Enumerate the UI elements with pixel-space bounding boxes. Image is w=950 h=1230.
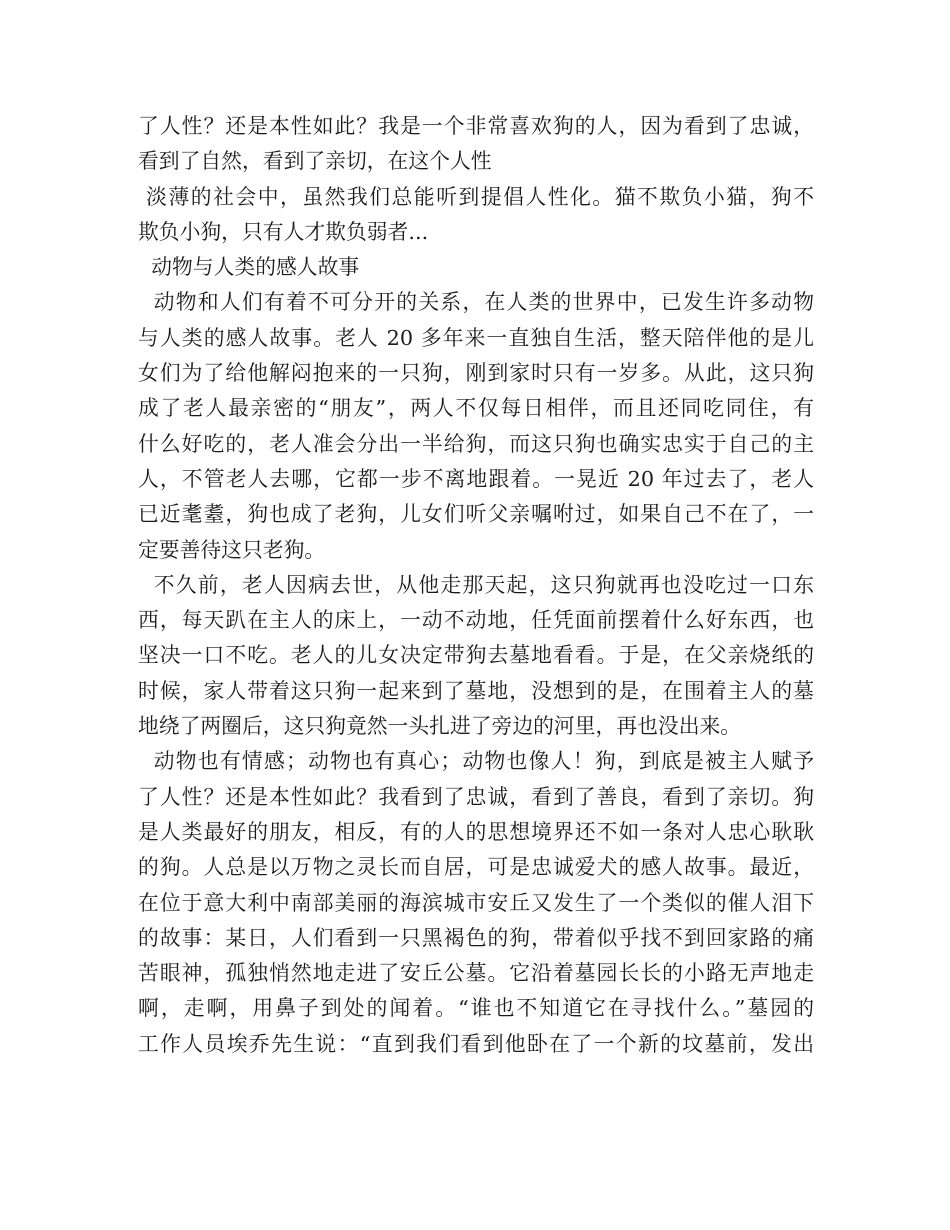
text-line: 欺负小狗，只有人才欺负弱者... xyxy=(138,219,429,244)
text-line: 成了老人最亲密的“朋友”，两人不仅每日相伴，而且还同吃同住，有 xyxy=(138,396,814,421)
text-line: 动物也有情感；动物也有真心；动物也像人！狗，到底是被主人赋予 xyxy=(138,749,814,774)
text-line: 了人性？还是本性如此？我看到了忠诚，看到了善良，看到了亲切。狗 xyxy=(138,784,814,809)
text-line: 淡薄的社会中，虽然我们总能听到提倡人性化。猫不欺负小猫，狗不 xyxy=(138,184,814,209)
text-line: 与人类的感人故事。老人 20 多年来一直独自生活，整天陪伴他的是儿 xyxy=(138,325,814,350)
text-line: 看到了自然，看到了亲切，在这个人性 xyxy=(138,149,492,174)
text-line: 时候，家人带着这只狗一起来到了墓地，没想到的是，在围着主人的墓 xyxy=(138,678,814,703)
text-line: 不久前，老人因病去世，从他走那天起，这只狗就再也没吃过一口东 xyxy=(138,572,814,597)
text-line: 啊，走啊，用鼻子到处的闻着。“谁也不知道它在寻找什么。”墓园的 xyxy=(138,996,814,1021)
text-line: 了人性？还是本性如此？我是一个非常喜欢狗的人，因为看到了忠诚， xyxy=(138,114,814,138)
text-line: 人，不管老人去哪，它都一步不离地跟着。一晃近 20 年过去了，老人 xyxy=(138,466,814,491)
text-line: 女们为了给他解闷抱来的一只狗，刚到家时只有一岁多。从此，这只狗 xyxy=(138,361,814,386)
document-body xyxy=(138,109,814,1062)
text-line: 是人类最好的朋友，相反，有的人的思想境界还不如一条对人忠心耿耿 xyxy=(138,819,814,844)
text-line: 定要善待这只老狗。 xyxy=(138,537,326,562)
text-line: 在位于意大利中南部美丽的海滨城市安丘又发生了一个类似的催人泪下 xyxy=(138,890,814,915)
text-line: 动物和人们有着不可分开的关系，在人类的世界中，已发生许多动物 xyxy=(138,290,814,315)
text-line: 的狗。人总是以万物之灵长而自居，可是忠诚爱犬的感人故事。最近， xyxy=(138,855,814,880)
text-line: 动物与人类的感人故事 xyxy=(138,255,360,280)
text-line: 已近耄耋，狗也成了老狗，儿女们听父亲嘱咐过，如果自己不在了，一 xyxy=(138,502,814,527)
text-line: 苦眼神，孤独悄然地走进了安丘公墓。它沿着墓园长长的小路无声地走 xyxy=(138,961,814,986)
text-line: 的故事：某日，人们看到一只黑褐色的狗，带着似乎找不到回家路的痛 xyxy=(138,925,814,950)
text-line: 什么好吃的，老人准会分出一半给狗，而这只狗也确实忠实于自己的主 xyxy=(138,431,814,456)
text-line: 西，每天趴在主人的床上，一动不动地，任凭面前摆着什么好东西，也 xyxy=(138,608,814,633)
text-line: 坚决一口不吃。老人的儿女决定带狗去墓地看看。于是，在父亲烧纸的 xyxy=(138,643,814,668)
text-line: 地绕了两圈后，这只狗竟然一头扎进了旁边的河里，再也没出来。 xyxy=(138,714,742,739)
text-line: 工作人员埃乔先生说：“直到我们看到他卧在了一个新的坟墓前，发出 xyxy=(138,1031,814,1056)
